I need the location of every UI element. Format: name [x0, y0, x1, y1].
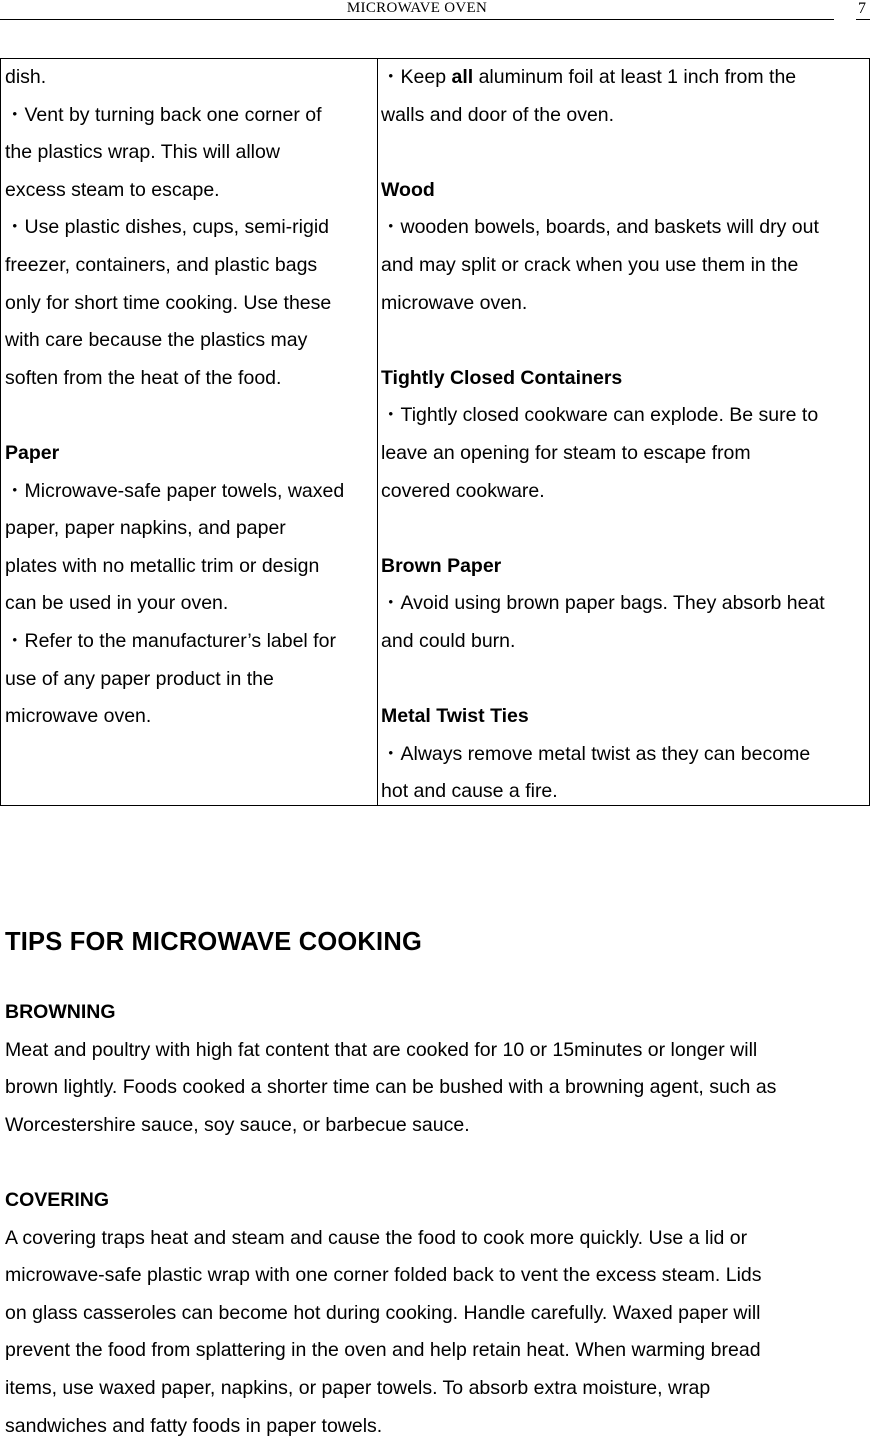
paragraph-line: items, use waxed paper, napkins, or paper towels. To absorb extra moisture, wrap — [5, 1376, 711, 1399]
table-line: use of any paper product in the — [5, 667, 274, 690]
paragraph-line: A covering traps heat and steam and cause the food to cook more quickly. Use a lid or — [5, 1226, 748, 1249]
covering-heading: COVERING — [5, 1188, 110, 1211]
table-line: can be used in your oven. — [5, 592, 229, 615]
paper-heading: Paper — [5, 441, 60, 464]
table-line: hot and cause a fire. — [381, 780, 558, 803]
table-line: ・Tightly closed cookware can explode. Be sure to — [381, 404, 819, 427]
paragraph-line: prevent the food from splattering in the oven and help retain heat. When warming bread — [5, 1339, 761, 1362]
spacer — [5, 964, 871, 994]
containers-heading: Tightly Closed Containers — [381, 366, 623, 389]
metal-ties-heading: Metal Twist Ties — [381, 705, 529, 728]
table-line: ・Avoid using brown paper bags. They absorb heat — [381, 592, 825, 615]
wood-heading: Wood — [381, 178, 435, 201]
spacer — [5, 1144, 871, 1182]
brown-paper-heading: Brown Paper — [381, 554, 502, 577]
table-line: leave an opening for steam to escape from — [381, 441, 751, 464]
table-line: ・Use plastic dishes, cups, semi-rigid — [5, 216, 330, 239]
covering-paragraph — [5, 1220, 871, 1445]
browning-heading: BROWNING — [5, 1001, 116, 1023]
table-right-column — [378, 59, 869, 805]
paragraph-line: Meat and poultry with high fat content that are cooked for 10 or 15minutes or longer will — [5, 1038, 758, 1061]
tips-title: TIPS FOR MICROWAVE COOKING — [5, 928, 422, 956]
spacer — [381, 134, 869, 172]
table-line: covered cookware. — [381, 479, 545, 502]
header-title: MICROWAVE OVEN — [346, 0, 488, 16]
paragraph-line: brown lightly. Foods cooked a shorter time can be bushed with a browning agent, such as — [5, 1076, 777, 1099]
header-rule — [0, 19, 834, 20]
table-line: and could burn. — [381, 629, 516, 652]
paragraph-line: Worcestershire sauce, soy sauce, or barbecue sauce. — [5, 1113, 470, 1136]
table-line: the plastics wrap. This will allow — [5, 141, 280, 164]
paragraph-line: on glass casseroles can become hot during cooking. Handle carefully. Waxed paper will — [5, 1301, 761, 1324]
page-number-underline — [856, 19, 870, 20]
foil-line — [381, 59, 869, 97]
table-line: microwave oven. — [381, 291, 528, 314]
table-line: ・Refer to the manufacturer’s label for — [5, 629, 336, 652]
paragraph-line: microwave-safe plastic wrap with one corner folded back to vent the excess steam. Lids — [5, 1264, 762, 1287]
table-line: microwave oven. — [5, 705, 152, 728]
spacer — [381, 661, 869, 699]
table-line: walls and door of the oven. — [381, 103, 615, 126]
spacer — [5, 397, 377, 435]
foil-prefix: ・Keep — [381, 66, 452, 88]
table-line: paper, paper napkins, and paper — [5, 517, 286, 540]
page-number: 7 — [858, 0, 866, 17]
table-line: ・Vent by turning back one corner of — [5, 103, 322, 126]
browning-paragraph — [5, 1032, 871, 1145]
foil-emphasis: all — [451, 66, 474, 88]
table-left-column — [1, 59, 378, 805]
materials-table — [0, 58, 870, 806]
table-line: ・Always remove metal twist as they can become — [381, 742, 811, 765]
spacer — [381, 322, 869, 360]
table-line: plates with no metallic trim or design — [5, 554, 320, 577]
table-line: and may split or crack when you use them in the — [381, 253, 799, 276]
paragraph-line: sandwiches and fatty foods in paper towels. — [5, 1414, 383, 1437]
foil-suffix: aluminum foil at least 1 inch from the — [473, 66, 797, 88]
spacer — [381, 510, 869, 548]
table-line: excess steam to escape. — [5, 178, 220, 201]
table-line: soften from the heat of the food. — [5, 366, 282, 389]
table-line: with care because the plastics may — [5, 329, 308, 352]
page-header — [0, 0, 872, 24]
table-line: ・wooden bowels, boards, and baskets will dry out — [381, 216, 819, 239]
table-line: freezer, containers, and plastic bags — [5, 253, 318, 276]
tips-section — [5, 920, 871, 1445]
table-line: dish. — [5, 66, 47, 88]
table-line: only for short time cooking. Use these — [5, 291, 332, 314]
table-line: ・Microwave-safe paper towels, waxed — [5, 479, 345, 502]
